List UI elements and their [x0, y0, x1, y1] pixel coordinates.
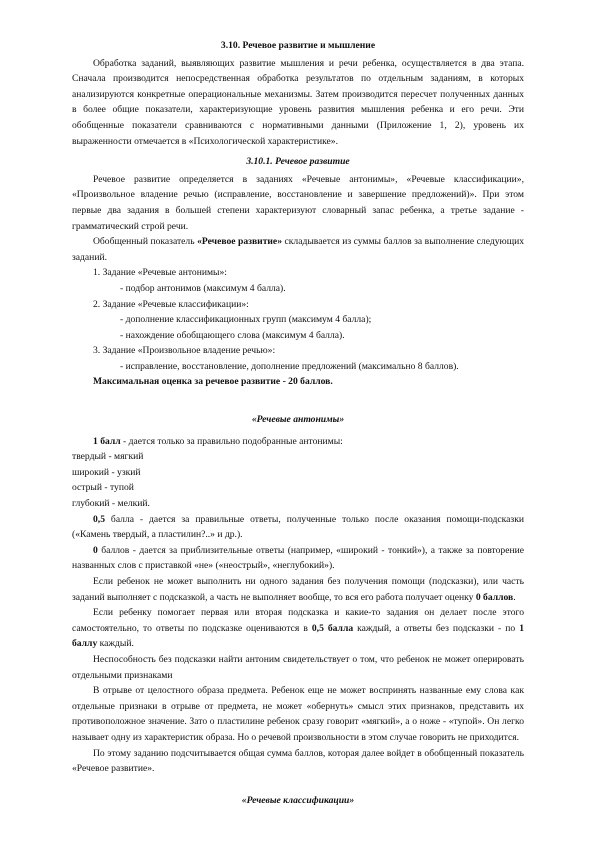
- antonym-pair: широкий - узкий: [72, 466, 141, 478]
- no-solve-paragraph: [72, 574, 524, 605]
- hint-middle: каждый, а ответы без подсказки - по: [353, 622, 520, 634]
- hint-paragraph: [72, 605, 524, 652]
- antonym-pair: глубокий - мелкий.: [72, 498, 150, 510]
- task-item: - подбор антонимов (максимум 4 балла).: [120, 282, 286, 294]
- no-solve-before: Если ребенок не может выполнить ни одного задания без получения помощи (подсказки), или часть заданий выполняет с подсказкой, а часть не выполняет вообще, то вся его работа получает оценку: [72, 576, 524, 603]
- antonym-pair: острый - тупой: [72, 482, 134, 494]
- score-zero-paragraph: [72, 543, 524, 574]
- score-half-bold: 0,5: [93, 513, 105, 525]
- task-title: 1. Задание «Речевые антонимы»:: [93, 267, 227, 279]
- antonym-pair: твердый - мягкий: [72, 451, 144, 463]
- summary-text-after: складывается из суммы баллов за выполнение следующих заданий.: [72, 236, 525, 263]
- score-one-paragraph: [72, 434, 524, 450]
- score-one-rest: - дается только за правильно подобранные антонимы:: [120, 435, 343, 447]
- intro-paragraph: Обработка заданий, выявляющих развитие мышления и речи ребенка, осуществляется в два этапа. Сначала производится непосредственная обработка результатов по отдельным заданиям, в которых анализируются конкретные операциональные механизмы. Затем производится пересчет полученных данных в более общие показатели, характеризующие уровень развития мышления ребенка и его речи. Эти обобщенные показатели сравниваются с нормативными данными (Приложение 1, 2), уровень их выраженности отмечается в «Психологической характеристике».: [72, 57, 524, 147]
- summary-text-before: Обобщенный показатель: [93, 236, 198, 248]
- score-one-bold: 1 балл: [93, 435, 121, 447]
- task-title: 3. Задание «Произвольное владение речью»:: [93, 345, 276, 357]
- task-item: - нахождение обобщающего слова (максимум 4 балла).: [120, 329, 345, 341]
- classifications-title: «Речевые классификации»: [241, 794, 355, 806]
- document-content: [72, 38, 524, 810]
- score-zero-bold: 0: [93, 544, 98, 556]
- hint-before: Если ребенку помогает первая или вторая подсказка и какие-то задания он делает после этого самостоятельно, то ответы по подсказке оцениваются в: [72, 607, 524, 634]
- score-half-paragraph: [72, 512, 524, 543]
- inability-paragraph: Неспособность без подсказки найти антоним свидетельствует о том, что ребенок не может оперировать отдельными признаками: [72, 653, 524, 681]
- max-score: Максимальная оценка за речевое развитие - 20 баллов.: [93, 376, 333, 388]
- no-solve-bold: 0 баллов: [475, 591, 514, 603]
- section-title: 3.10. Речевое развитие и мышление: [220, 40, 376, 51]
- hint-bold-1: 0,5 балла: [311, 622, 354, 634]
- subsection-title: 3.10.1. Речевое развитие: [246, 156, 350, 168]
- task-item: - исправление, восстановление, дополнение предложений (максимально 8 баллов).: [120, 360, 459, 372]
- hint-after: каждый.: [97, 638, 134, 650]
- summary-paragraph: [72, 234, 524, 265]
- task-title: 2. Задание «Речевые классификации»:: [93, 298, 249, 310]
- speech-intro-paragraph: Речевое развитие определяется в заданиях «Речевые антонимы», «Речевые классификации», «Произвольное владение речью (исправление, восстановление и завершение предложений)». При этом первые два задания в большей степени характеризуют словарный запас ребенка, а третье задание - грамматический строй речи.: [72, 173, 524, 232]
- summary-text-bold: «Речевое развитие»: [197, 236, 282, 248]
- antonyms-title: «Речевые антонимы»: [251, 414, 345, 426]
- score-half-rest: балла - дается за правильные ответы, полученные только после оказания помощи-подсказки («Камень твердый, а пластилин?..» и др.).: [72, 513, 524, 541]
- object-paragraph: В отрыве от целостного образа предмета. Ребенок еще не может воспринять названные ему слова как отдельные признаки в отрыве от предмета, не может «обернуть» смысл этих признаков, представить их противоположное значение. Зато о пластилине ребенок сразу говорит «мягкий», а о ноже - «тупой». Он легко называет одну из характеристик образа. Но о речевой произвольности в этом случае говорить не приходится.: [72, 685, 524, 743]
- task-item: - дополнение классификационных групп (максимум 4 балла);: [120, 314, 372, 326]
- no-solve-after: .: [513, 591, 516, 603]
- total-paragraph: По этому заданию подсчитывается общая сумма баллов, которая далее войдет в обобщенный показатель «Речевое развитие».: [72, 747, 524, 775]
- score-zero-rest: баллов - дается за приблизительные ответы (например, «широкий - тонкий»), а также за повторение названных слов с приставкой «не» («неострый», «неглубокий»).: [72, 544, 524, 572]
- hint-bold-2: 1 баллу: [72, 622, 524, 650]
